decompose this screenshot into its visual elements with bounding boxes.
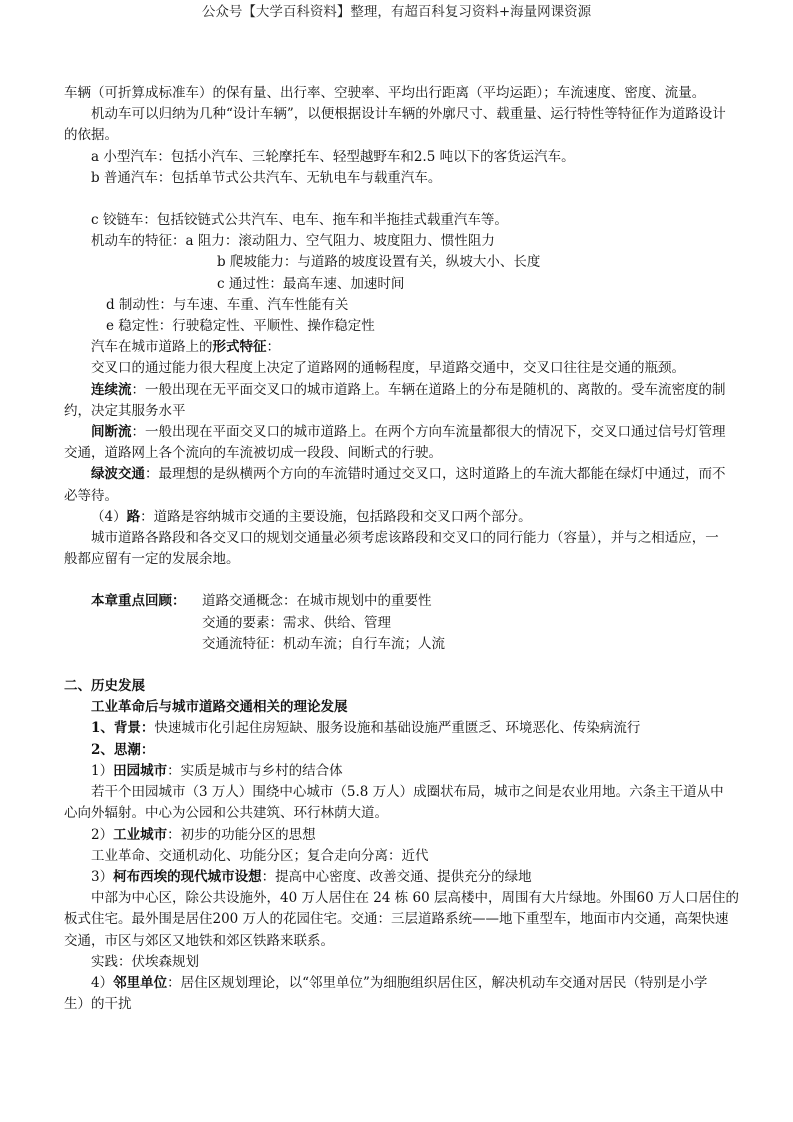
subsection-heading: 工业革命后与城市道路交通相关的理论发展 [91,699,348,716]
chapter-recap [64,591,746,655]
document-body [64,83,746,1015]
theory-2: 2）工业城市：初步的功能分区的思想 [91,826,316,843]
paragraph-line: 交通，道路网上各个流向的车流被切成一段段、间断式的行驶。 [64,445,442,462]
recap-item: 交通的要素：需求、供给、管理 [202,614,391,631]
page-header: 公众号【大学百科资料】整理，有超百科复习资料+海量网课资源 [201,4,592,20]
theory-4: 4）邻里单位：居住区规划理论，以“邻里单位”为细胞组织居住区，解决机动车交通对居民（特别是小学 [91,974,708,991]
paragraph-line: 板式住宅。最外围是居住200 万人的花园住宅。交通：三层道路系统——地下重型车，地面市内交通，高架快速 [64,911,729,928]
feature-c: c 通过性：最高车速、加速时间 [217,275,405,292]
paragraph-line: 的依据。 [64,127,118,144]
theory-1: 1）田园城市：实质是城市与乡村的结合体 [91,762,343,779]
paragraph-line: 般都应留有一定的发展余地。 [64,551,240,568]
paragraph-line: 生）的干扰 [64,996,132,1013]
paragraph-line: 工业革命、交通机动化、功能分区；复合走向分离：近代 [91,847,429,864]
vehicle-type-a: a 小型汽车：包括小汽车、三轮摩托车、轻型越野车和2.5 吨以下的客货运汽车。 [91,148,575,165]
paragraph-line: 城市道路各路段和各交叉口的规划交通量必须考虑该路段和交叉口的同行能力（容量），并与之相适应，一 [91,530,719,547]
paragraph-line: 车辆（可折算成标准车）的保有量、出行率、空驶率、平均出行距离（平均运距）；车流速度、密度、流量。 [64,85,706,101]
paragraph-line: 交叉口的通过能力很大程度上决定了道路网的通畅程度，早道路交通中，交叉口往往是交通的瓶颈。 [91,360,685,377]
continuous-flow: 连续流：一般出现在无平面交叉口的城市道路上。车辆在道路上的分布是随机的、离散的。受车流密度的制 [91,381,726,398]
paragraph-line: 中部为中心区，除公共设施外，40 万人居住在 24 栋 60 层高楼中，周围有大片绿地。外围60 万人口居住的 [91,890,739,907]
recap-item: 道路交通概念：在城市规划中的重要性 [202,593,432,610]
paragraph-line: 必等待。 [64,487,118,504]
paragraph-line: 心向外辐射。中心为公园和公共建筑、环行林荫大道。 [64,805,388,822]
recap-item: 交通流特征：机动车流；自行车流；人流 [202,635,445,652]
feature-b: b 爬坡能力：与道路的坡度设置有关，纵坡大小、长度 [217,254,541,271]
paragraph-line: 交通，市区与郊区又地铁和郊区铁路来联系。 [64,932,334,949]
recap-label: 本章重点回顾： [91,593,186,610]
paragraph-line: 若干个田园城市（3 万人）围绕中心城市（5.8 万人）成圈状布局，城市之间是农业用地。六条主干道从中 [91,784,724,801]
feature-d: d 制动性：与车速、车重、汽车性能有关 [106,296,349,313]
section-heading: 二、历史发展 [64,678,145,695]
theory-3: 3）柯布西埃的现代城市设想：提高中心密度、改善交通、提供充分的绿地 [91,868,532,885]
paragraph-line: 约，决定其服务水平 [64,402,186,419]
background-line: 1、背景：快速城市化引起住房短缺、服务设施和基础设施严重匮乏、环境恶化、传染病流行 [91,720,641,737]
feature-e: e 稳定性：行驶稳定性、平顺性、操作稳定性 [106,318,375,335]
vehicle-type-c: c 铰链车：包括铰链式公共汽车、电车、拖车和半拖挂式载重汽车等。 [91,212,508,229]
vehicle-type-b: b 普通汽车：包括单节式公共汽车、无轨电车与载重汽车。 [91,169,442,186]
form-features-heading: 汽车在城市道路上的形式特征： [91,339,280,356]
green-wave: 绿波交通：最理想的是纵横两个方向的车流错时通过交叉口，这时道路上的车流大都能在绿灯中通过，而不 [91,466,726,483]
feature-a: 机动车的特征：a 阻力：滚动阻力、空气阻力、坡度阻力、惯性阻力 [91,233,495,250]
interrupted-flow: 间断流：一般出现在平面交叉口的城市道路上。在两个方向车流量都很大的情况下，交叉口通过信号灯管理 [91,424,726,441]
paragraph-line: 实践：伏埃森规划 [91,953,199,970]
paragraph-line: 机动车可以归纳为几种“设计车辆”，以便根据设计车辆的外廓尺寸、载重量、运行特性等特征作为道路设计 [91,106,726,123]
road-paragraph: （4）路：道路是容纳城市交通的主要设施，包括路段和交叉口两个部分。 [91,508,532,525]
ideas-heading: 2、思潮： [91,741,155,758]
